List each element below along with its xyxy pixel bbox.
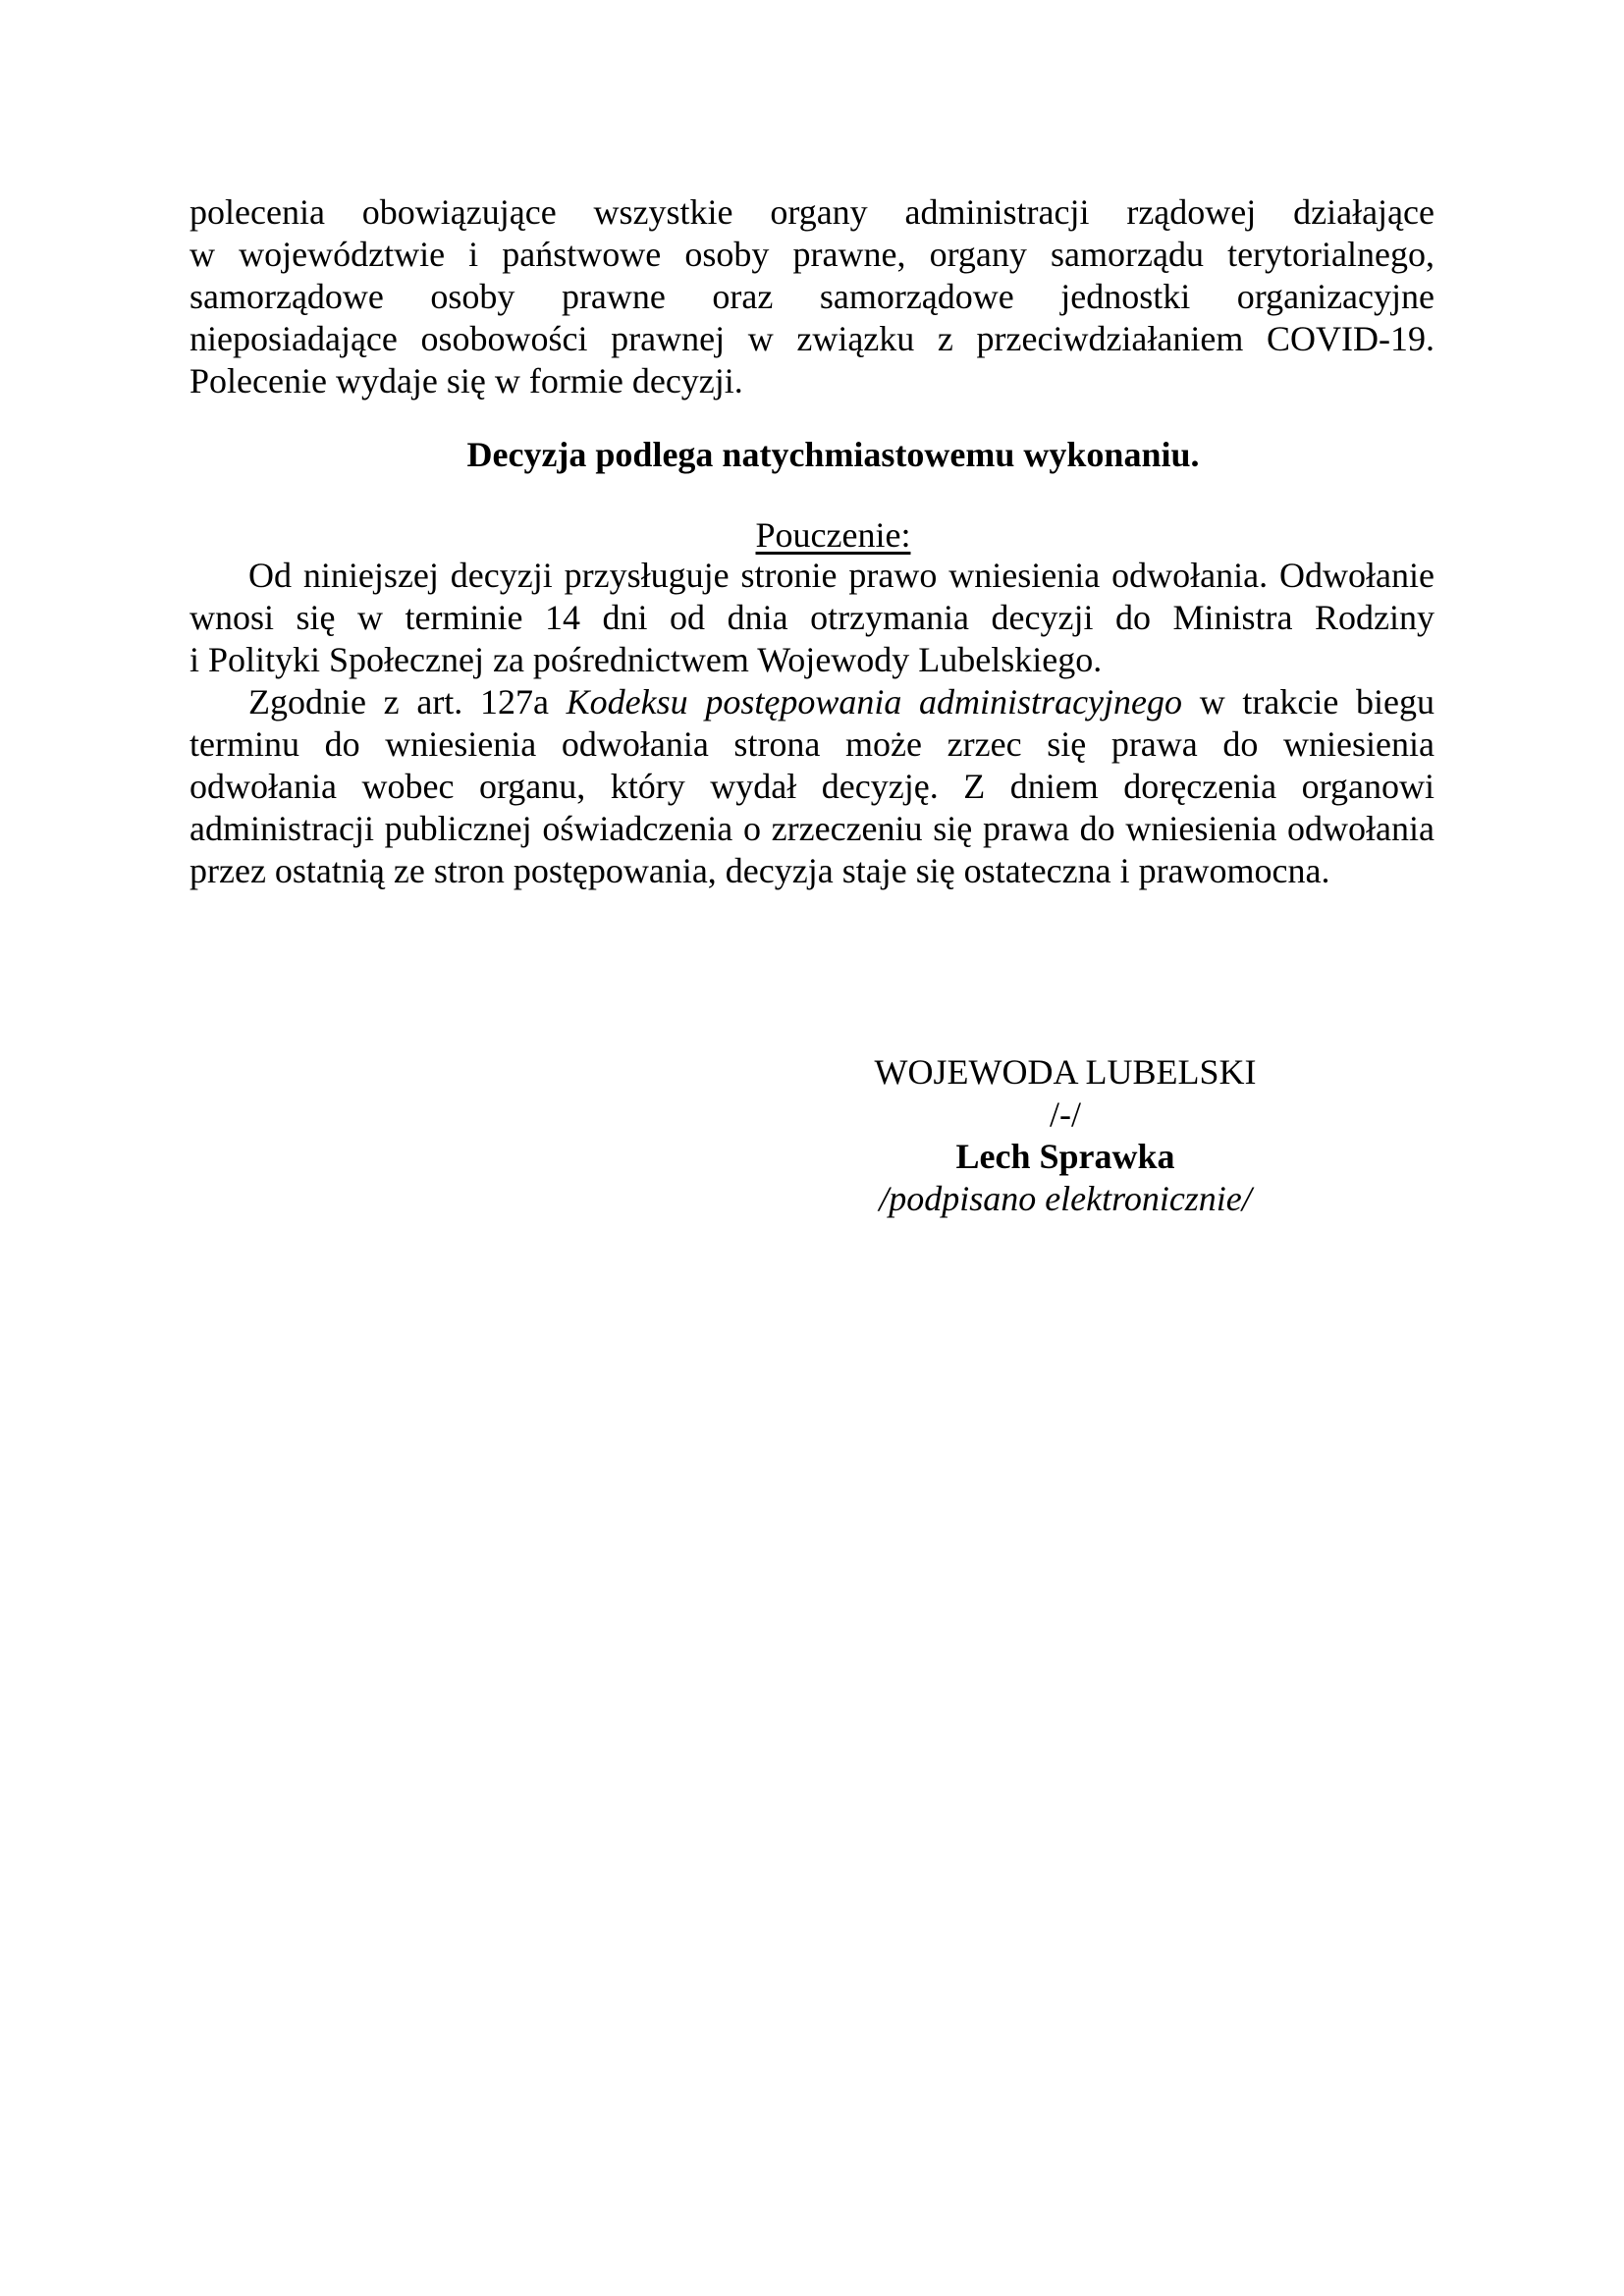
signature-office-title: WOJEWODA LUBELSKI [874,1052,1257,1092]
text-segment: w trakcie biegu [1182,682,1435,721]
text-line: polecenia obowiązujące wszystkie organy administracji rządowej działające [189,192,1435,232]
text-line: administracji publicznej oświadczenia o zrzeczeniu się prawa do wniesienia odwołania [189,809,1435,848]
text-line: i Polityki Społecznej za pośrednictwem Wojewody Lubelskiego. [189,640,1103,679]
paragraph-appeal [189,555,1435,681]
text-line: w województwie i państwowe osoby prawne, organy samorządu terytorialnego, [189,235,1435,274]
order-heading: Decyzja podlega natychmiastowemu wykonaniu. [466,435,1200,474]
signature-electronic-note: /podpisano elektronicznie/ [879,1179,1252,1218]
text-line: Od niniejszej decyzji przysługuje stronie prawo wniesienia odwołania. Odwołanie [248,556,1435,595]
text-line: odwołania wobec organu, który wydał decyzję. Z dniem doręczenia organowi [189,767,1435,806]
act-title-italic: Kodeksu postępowania administracyjnego [566,682,1183,721]
text-segment: Zgodnie z art. 127a [248,682,567,721]
text-line: nieposiadające osobowości prawnej w związku z przeciwdziałaniem COVID-19. [189,319,1435,358]
signature-signed-mark: /-/ [1050,1095,1081,1134]
signature-name: Lech Sprawka [955,1137,1175,1176]
text-line: Polecenie wydaje się w formie decyzji. [189,361,743,400]
paragraph-continuation [189,191,1435,402]
text-line: terminu do wniesienia odwołania strona może zrzec się prawa do wniesienia [189,724,1435,764]
text-line: samorządowe osoby prawne oraz samorządowe jednostki organizacyjne [189,277,1435,316]
paragraph-waiver [189,681,1435,892]
text-line: wnosi się w terminie 14 dni od dnia otrzymania decyzji do Ministra Rodziny [189,598,1435,637]
text-line [189,681,1435,723]
signature-block [771,1051,1360,1220]
text-line: przez ostatnią ze stron postępowania, decyzja staje się ostateczna i prawomocna. [189,851,1330,890]
pouczenie-heading: Pouczenie: [755,515,911,555]
